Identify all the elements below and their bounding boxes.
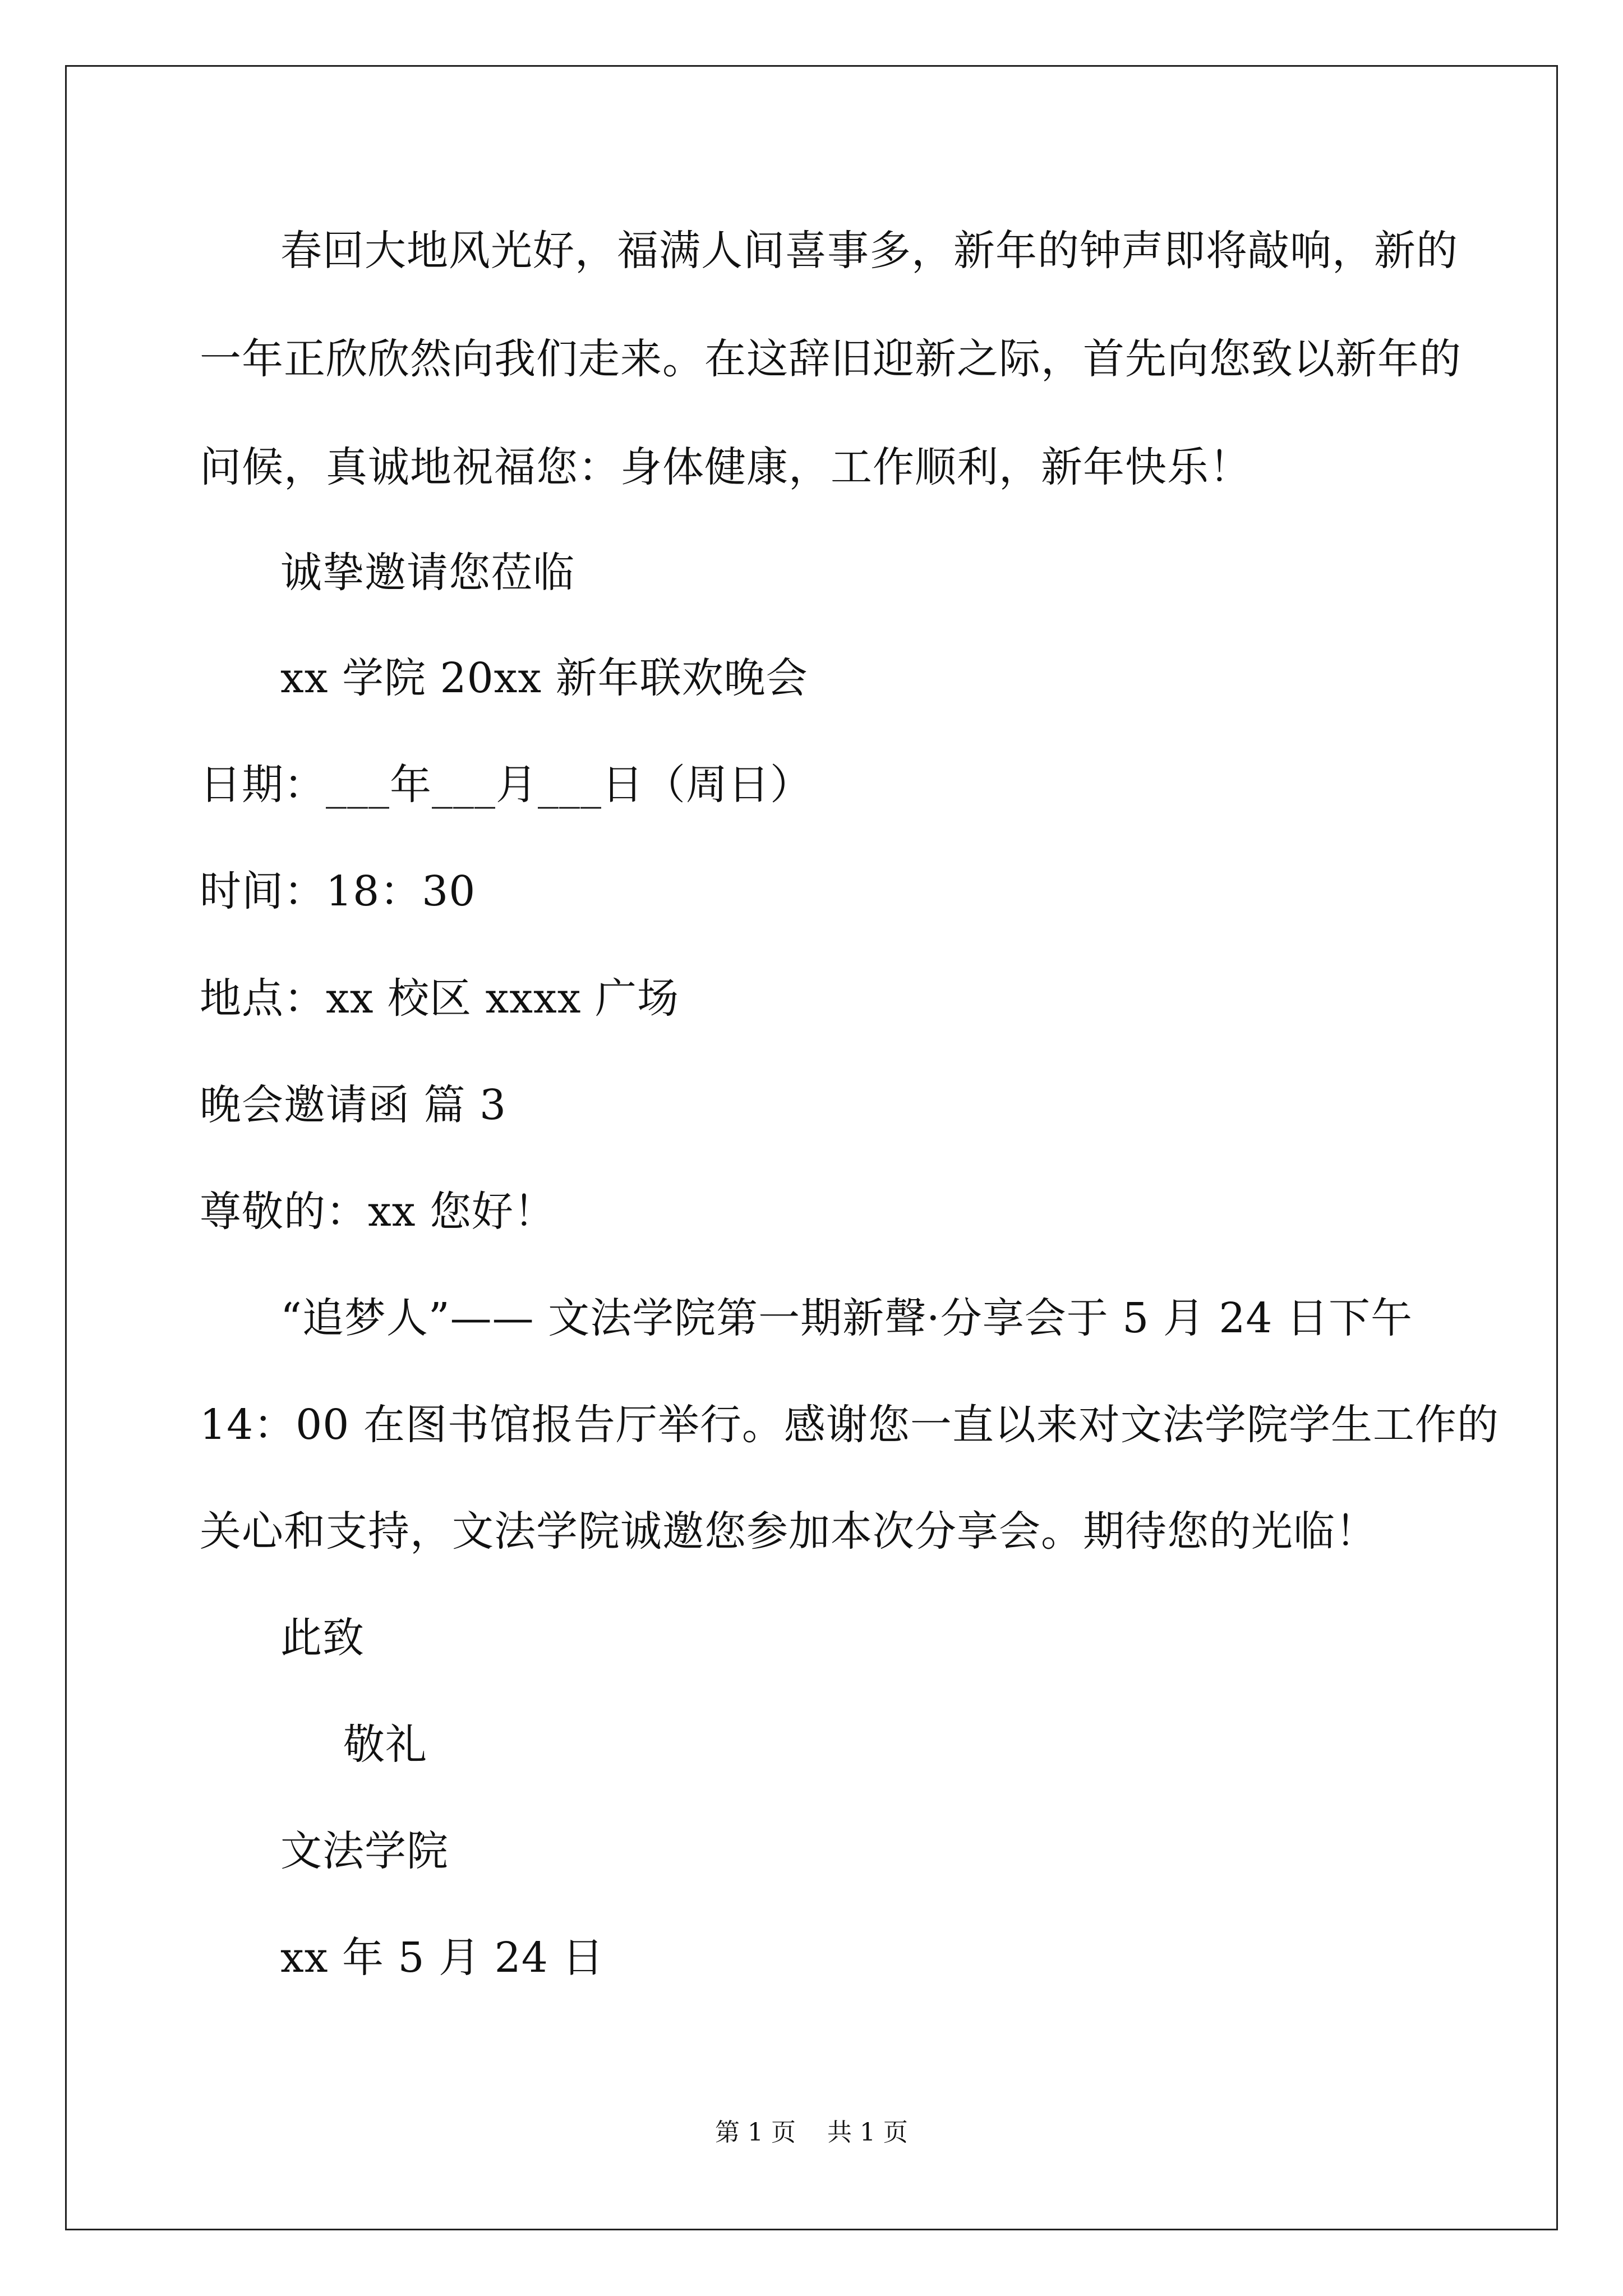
signature-org: 文法学院 bbox=[280, 1827, 449, 1875]
closing-regards: 敬礼 bbox=[343, 1720, 427, 1769]
section-heading: 晚会邀请函 篇 3 bbox=[200, 1081, 507, 1129]
paragraph-line: 问候，真诚地祝福您：身体健康，工作顺利，新年快乐！ bbox=[200, 443, 1251, 491]
event-title: xx 学院 20xx 新年联欢晚会 bbox=[280, 654, 808, 702]
closing-line: 此致 bbox=[280, 1614, 365, 1662]
page-border bbox=[65, 65, 1558, 2230]
signature-date: xx 年 5 月 24 日 bbox=[280, 1934, 605, 1982]
paragraph-line: 一年正欣欣然向我们走来。在这辞旧迎新之际，首先向您致以新年的 bbox=[200, 335, 1461, 383]
paragraph-line: 关心和支持，文法学院诚邀您参加本次分享会。期待您的光临！ bbox=[200, 1507, 1377, 1556]
invitation-line: 诚挚邀请您莅临 bbox=[280, 549, 575, 597]
date-line: 日期：___年___月___日（周日） bbox=[200, 761, 812, 809]
paragraph-line: “追梦人”—— 文法学院第一期新聲·分享会于 5 月 24 日下午 bbox=[280, 1294, 1413, 1342]
time-line: 时间：18：30 bbox=[200, 867, 476, 915]
page-footer: 第 1 页 共 1 页 bbox=[715, 2118, 908, 2147]
paragraph-line: 春回大地风光好，福满人间喜事多，新年的钟声即将敲响，新的 bbox=[280, 227, 1458, 275]
salutation: 尊敬的：xx 您好！ bbox=[200, 1188, 556, 1236]
location-line: 地点：xx 校区 xxxx 广场 bbox=[200, 974, 679, 1023]
paragraph-line: 14：00 在图书馆报告厅举行。感谢您一直以来对文法学院学生工作的 bbox=[200, 1401, 1499, 1449]
